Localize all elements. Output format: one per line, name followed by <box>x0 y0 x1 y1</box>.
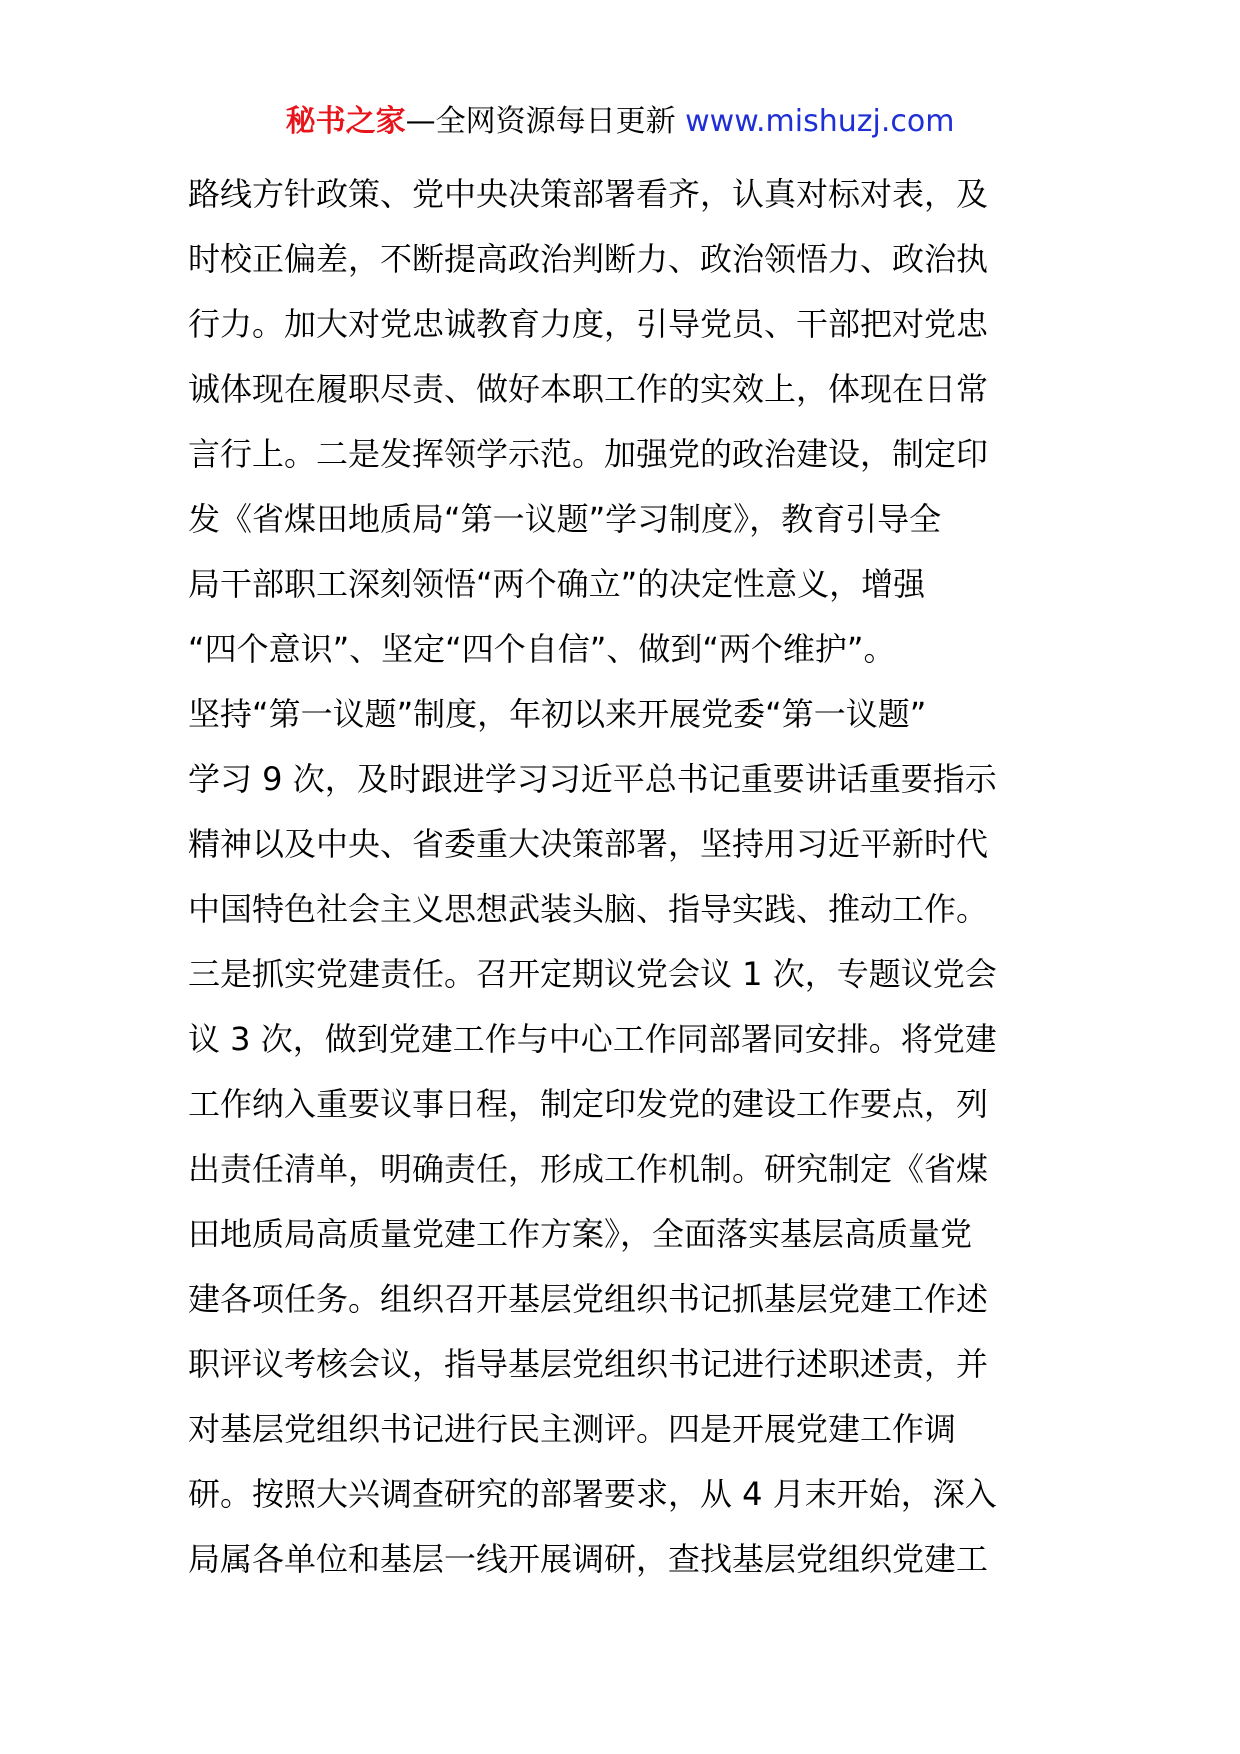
text-line: 发《省煤田地质局“第一议题”学习制度》，教育引导全 <box>188 500 942 538</box>
header-tagline: —全网资源每日更新 <box>405 104 676 139</box>
text-line: 工作纳入重要议事日程，制定印发党的建设工作要点，列 <box>188 1085 989 1123</box>
text-line: 对基层党组织书记进行民主测评。四是开展党建工作调 <box>188 1410 957 1448</box>
text-line: 精神以及中央、省委重大决策部署，坚持用习近平新时代 <box>188 825 989 863</box>
text-line: 诚体现在履职尽责、做好本职工作的实效上，体现在日常 <box>188 370 989 408</box>
text-line: 时校正偏差，不断提高政治判断力、政治领悟力、政治执 <box>188 240 989 278</box>
text-line: 局干部职工深刻领悟“两个确立”的决定性意义，增强 <box>188 565 926 603</box>
text-line: 建各项任务。组织召开基层党组织书记抓基层党建工作述 <box>188 1280 989 1318</box>
text-line: 三是抓实党建责任。召开定期议党会议 1 次，专题议党会 <box>188 955 997 993</box>
page-header <box>0 100 1240 144</box>
brand-name: 秘书之家 <box>285 104 406 139</box>
text-line: 行力。加大对党忠诚教育力度，引导党员、干部把对党忠 <box>188 305 989 343</box>
text-line: 职评议考核会议，指导基层党组织书记进行述职述责，并 <box>188 1345 989 1383</box>
text-line: 田地质局高质量党建工作方案》，全面落实基层高质量党 <box>188 1215 973 1253</box>
site-url-link[interactable]: www.mishuzj.com <box>685 104 955 139</box>
document-body <box>188 162 1058 1592</box>
text-line: 坚持“第一议题”制度，年初以来开展党委“第一议题” <box>188 695 927 733</box>
text-line: 出责任清单，明确责任，形成工作机制。研究制定《省煤 <box>188 1150 989 1188</box>
text-line: 中国特色社会主义思想武装头脑、指导实践、推动工作。 <box>188 890 989 928</box>
text-line: 学习 9 次，及时跟进学习习近平总书记重要讲话重要指示 <box>188 760 997 798</box>
text-line: 路线方针政策、党中央决策部署看齐，认真对标对表，及 <box>188 175 989 213</box>
text-line: 议 3 次，做到党建工作与中心工作同部署同安排。将党建 <box>188 1020 997 1058</box>
text-line: “四个意识”、坚定“四个自信”、做到“两个维护”。 <box>188 630 896 668</box>
text-line: 局属各单位和基层一线开展调研，查找基层党组织党建工 <box>188 1540 989 1578</box>
text-line: 研。按照大兴调查研究的部署要求，从 4 月末开始，深入 <box>188 1475 997 1513</box>
text-line: 言行上。二是发挥领学示范。加强党的政治建设，制定印 <box>188 435 989 473</box>
